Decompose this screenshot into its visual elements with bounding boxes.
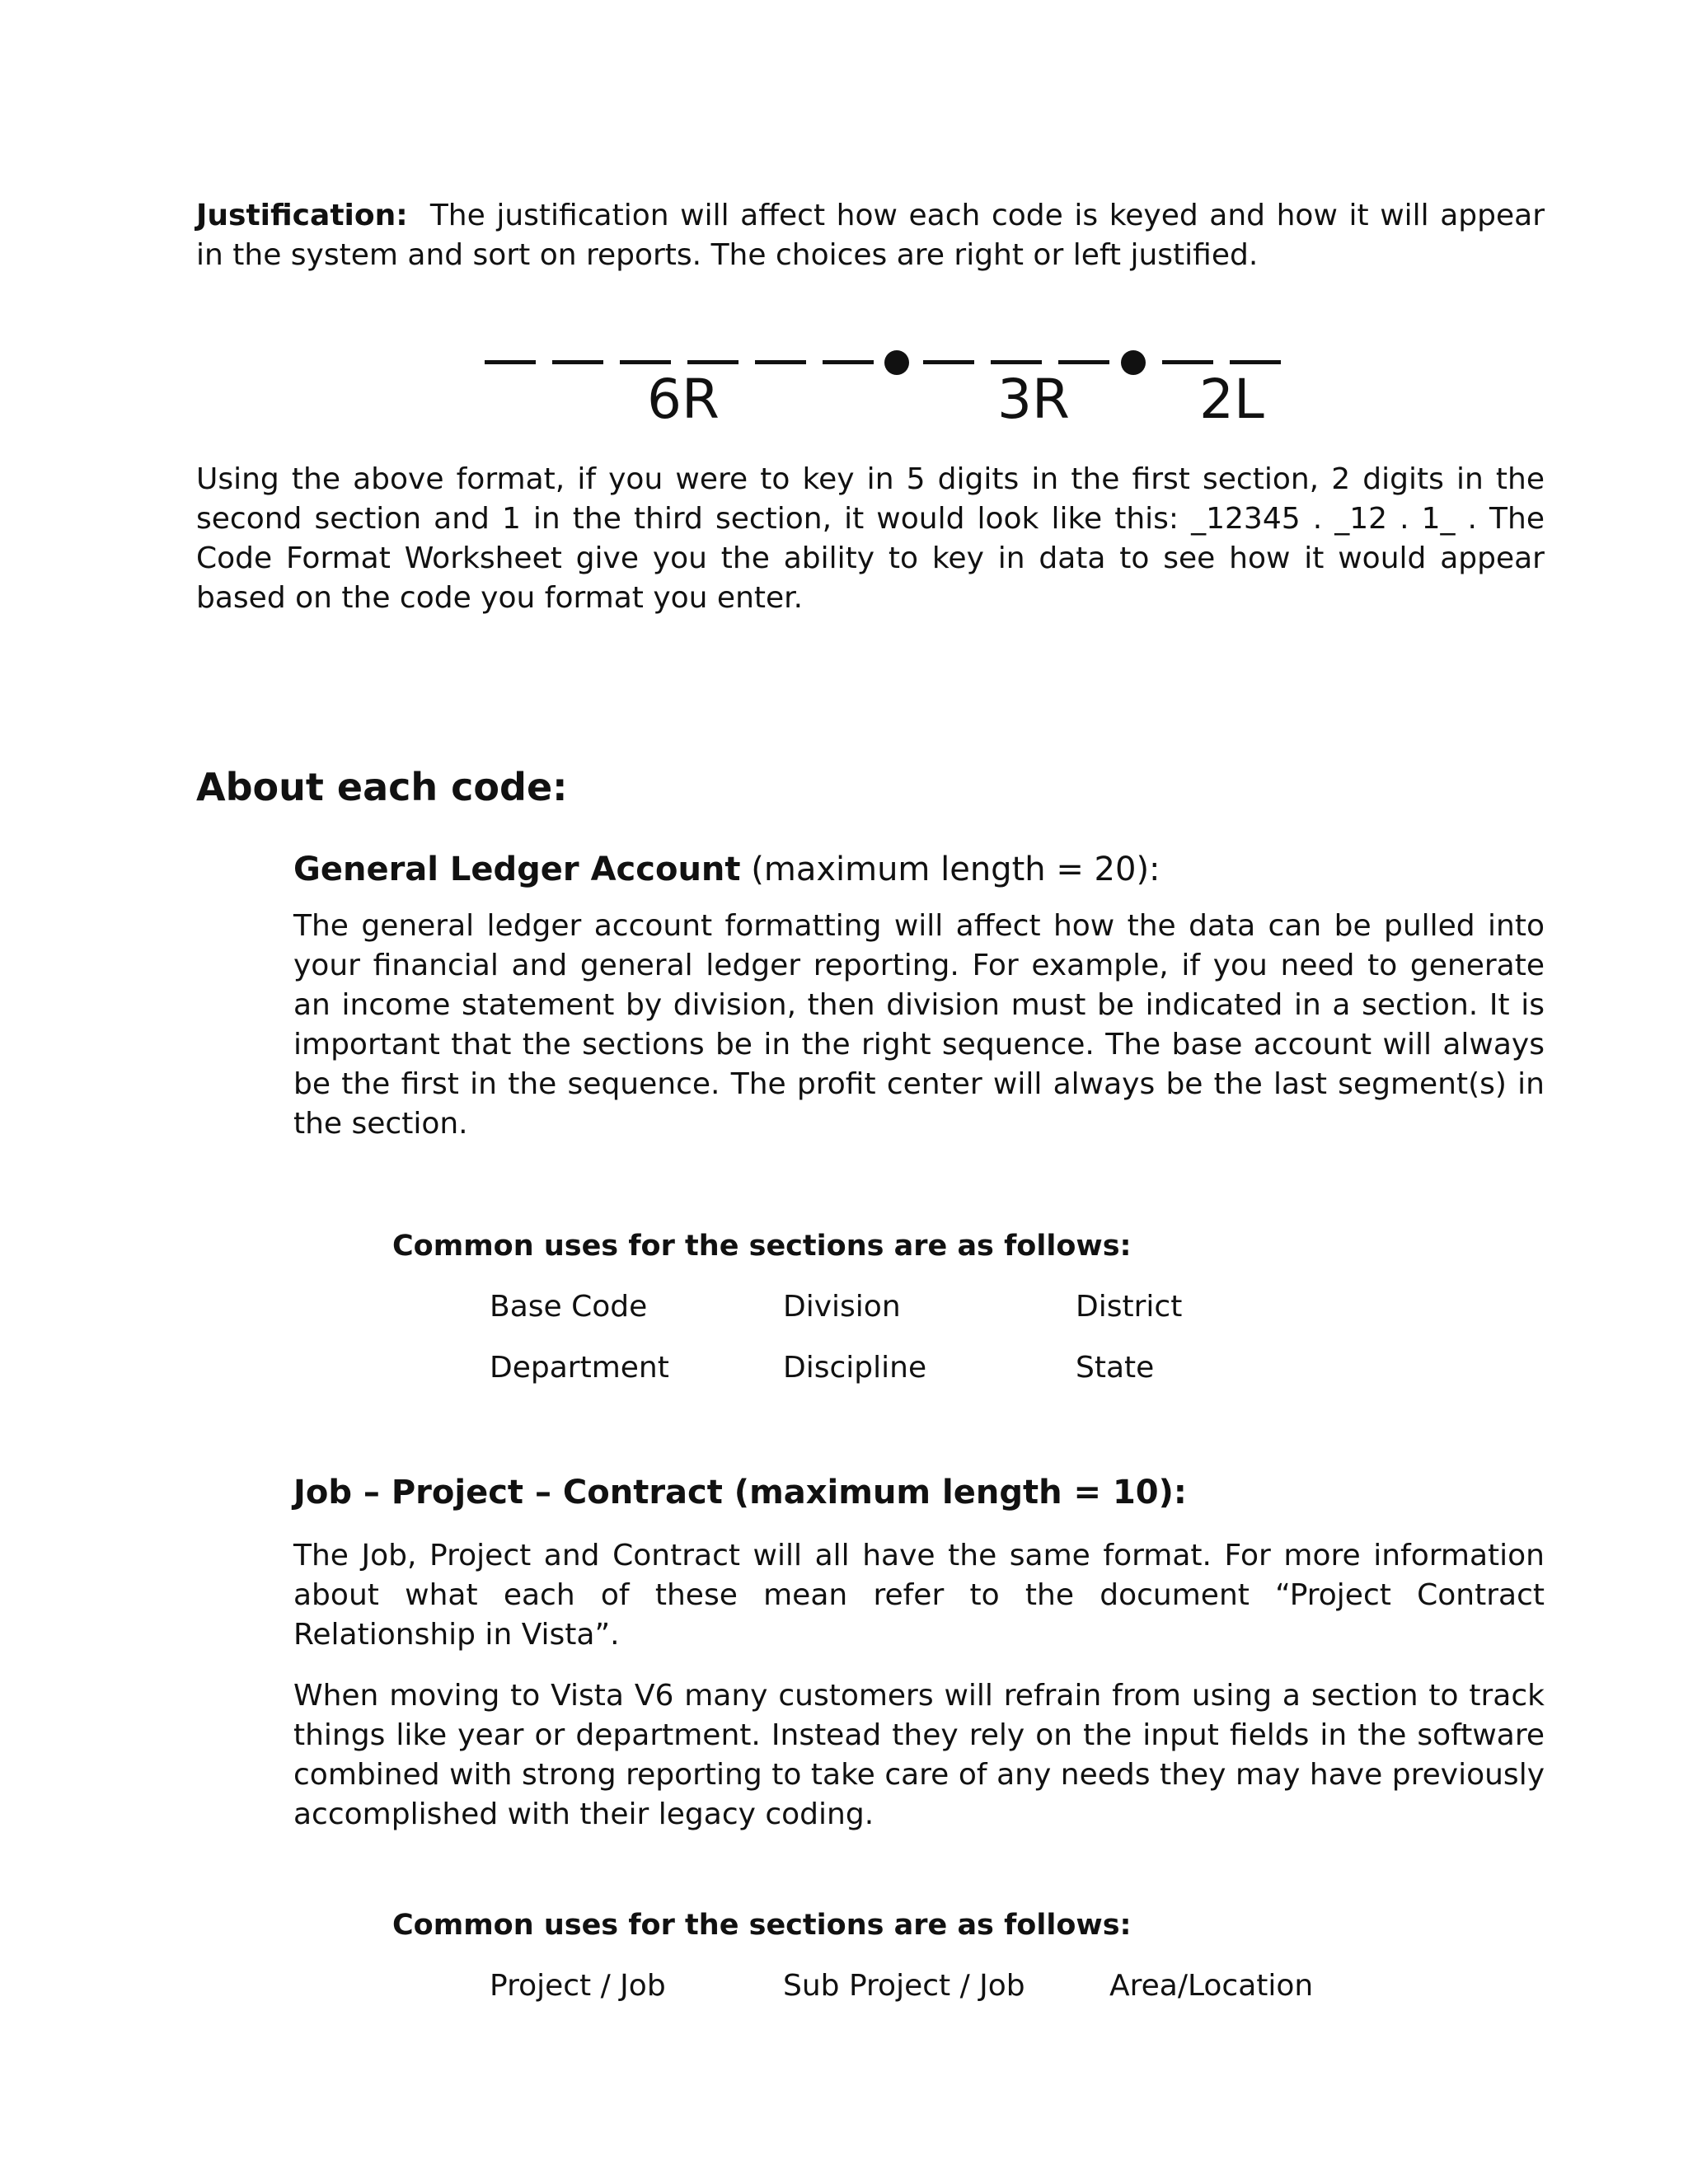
digit-slot xyxy=(1230,360,1281,364)
digit-slot xyxy=(755,360,806,364)
job-use-item: Sub Project / Job xyxy=(783,1969,1025,2003)
justification-text: The justification will affect how each code is keyed and how it will appear in the system and sort on reports. The choices are right or left justified. xyxy=(196,199,1545,272)
job-use-item: Area/Location xyxy=(1109,1969,1314,2003)
job-body-2: When moving to Vista V6 many customers will refrain from using a section to track things like year or department. Instead they rely on the input fields in the software combined with strong reporting to take care of any needs they may have previously accomplished with their legacy coding. xyxy=(293,1679,1545,1831)
digit-slot xyxy=(1162,360,1213,364)
gl-heading xyxy=(293,847,1160,892)
gl-use-item: Base Code xyxy=(490,1290,648,1324)
gl-use-item: Division xyxy=(783,1290,901,1324)
justification-label: Justification: xyxy=(196,199,408,232)
digit-slot xyxy=(620,360,671,364)
digit-slot xyxy=(552,360,603,364)
gl-body: The general ledger account formatting will affect how the data can be pulled into your financial and general ledger reporting. For example, if you need to generate an income statement by division, then division must be indicated in a section. It is important that the sections be in the right sequence. The base account will always be the first in the sequence. The profit center will always be the last segment(s) in the section. xyxy=(293,909,1545,1141)
code-format-diagram xyxy=(478,326,1311,441)
section-1-label: 6R xyxy=(647,368,720,431)
digit-slot xyxy=(991,360,1042,364)
section-separator-dot xyxy=(1121,350,1146,375)
job-use-item: Project / Job xyxy=(490,1969,666,2003)
about-heading: About each code: xyxy=(196,765,568,809)
gl-use-item: Discipline xyxy=(783,1351,927,1385)
digit-slot xyxy=(923,360,974,364)
gl-use-item: District xyxy=(1076,1290,1183,1324)
job-uses-heading: Common uses for the sections are as follows: xyxy=(392,1909,1132,1942)
gl-uses-heading: Common uses for the sections are as follows: xyxy=(392,1230,1132,1263)
digit-slot xyxy=(485,360,536,364)
gl-use-item: Department xyxy=(490,1351,669,1385)
digit-slot xyxy=(1058,360,1109,364)
section-separator-dot xyxy=(884,350,909,375)
gl-heading-rest: (maximum length = 20): xyxy=(740,851,1160,888)
example-paragraph: Using the above format, if you were to key in 5 digits in the first section, 2 digits in the second section and 1 in the third section, it would look like this: _12345 . _12 . 1_ . The Code Format Worksheet give you the ability to key in data to see how it would appear based on the code you format you enter. xyxy=(196,462,1545,615)
justification-paragraph xyxy=(196,196,1545,275)
digit-slot xyxy=(823,360,874,364)
job-body-1: The Job, Project and Contract will all have the same format. For more information about what each of these mean refer to the document “Project Contract Relationship in Vista”. xyxy=(293,1539,1545,1652)
digit-slot xyxy=(687,360,738,364)
section-2-label: 3R xyxy=(997,368,1070,431)
gl-heading-bold: General Ledger Account xyxy=(293,851,741,888)
gl-use-item: State xyxy=(1076,1351,1155,1385)
job-heading: Job – Project – Contract (maximum length = 10): xyxy=(293,1474,1187,1511)
section-3-label: 2L xyxy=(1199,368,1264,431)
